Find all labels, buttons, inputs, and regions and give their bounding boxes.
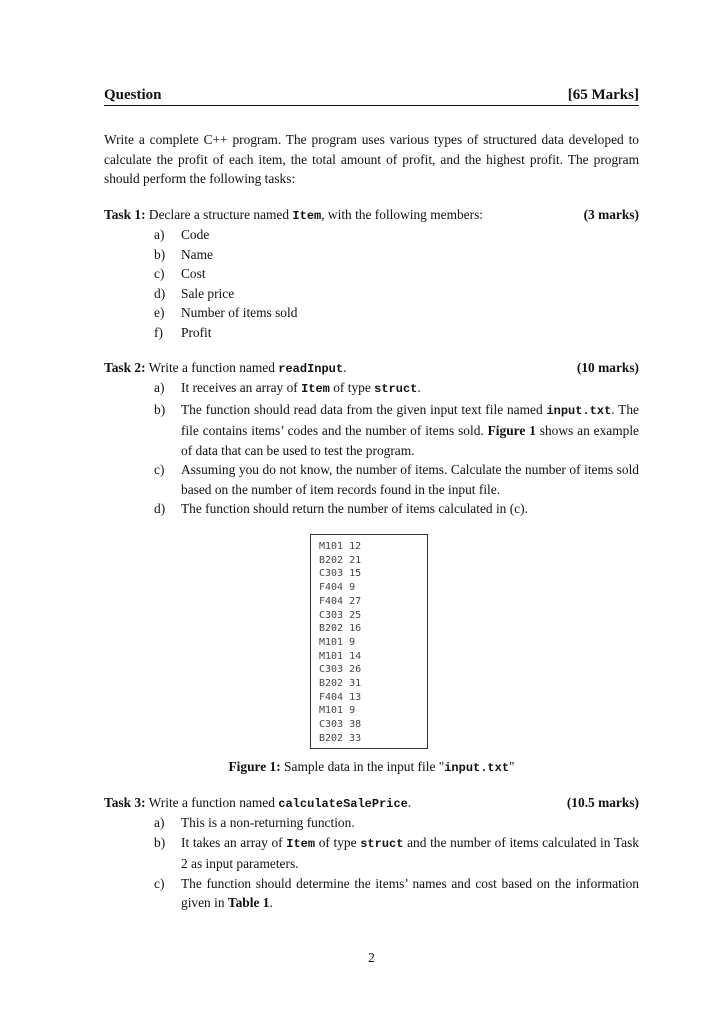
task2-label: Task 2: <box>104 360 146 375</box>
data-row: B202 21 <box>319 554 362 566</box>
item-text: The function should read data from the given input text file named <box>181 401 547 417</box>
item-letter: a) <box>154 380 165 395</box>
data-row: M101 9 <box>319 636 356 648</box>
item-text: Sale price <box>181 285 235 301</box>
item-text: Name <box>181 246 213 262</box>
item-text: . <box>417 380 421 395</box>
task1-text: Declare a structure named <box>145 207 293 222</box>
task1-label: Task 1: <box>104 207 146 222</box>
task1-code: Item <box>292 209 322 223</box>
item-text: and the number of items calculated in Task 2 as input parameters. <box>181 834 639 871</box>
item-letter: b) <box>154 246 166 262</box>
item-text: of type <box>329 380 375 395</box>
data-row: M101 14 <box>319 650 362 662</box>
data-row: F404 9 <box>319 582 356 594</box>
caption-filename: input.txt <box>444 761 510 775</box>
task2-text-end: . <box>343 360 347 375</box>
task1-marks: (3 marks) <box>583 207 639 222</box>
item-text: of type <box>315 834 361 850</box>
item-letter: b) <box>154 401 166 417</box>
item-text: Code <box>181 227 210 242</box>
figure1-data-box <box>310 534 428 749</box>
code-item: Item <box>286 836 316 851</box>
item-letter: c) <box>154 462 165 477</box>
intro-paragraph: Write a complete C++ program. The program uses various types of structured data developed to calculate the profit of each item, the total amount of profit, and the highest profit. The program should perform the following tasks: <box>104 132 639 186</box>
task3-list <box>154 813 639 913</box>
task3-marks: (10.5 marks) <box>566 795 639 810</box>
data-row: B202 33 <box>319 732 362 744</box>
table-reference: Table 1 <box>227 895 270 910</box>
task1-text-end: , with the following members: <box>321 207 484 222</box>
caption-end: " <box>509 759 515 774</box>
item-text: Number of items sold <box>181 305 298 320</box>
list-item <box>154 499 639 519</box>
item-letter: a) <box>154 815 165 830</box>
item-letter: c) <box>154 875 165 891</box>
item-letter: f) <box>154 324 163 340</box>
item-text: The function should determine the items’ names and cost based on the information given in <box>181 875 639 910</box>
item-letter: a) <box>154 227 165 242</box>
item-text: . <box>269 895 273 910</box>
data-row: M101 12 <box>319 541 362 552</box>
data-row: C303 38 <box>319 719 362 731</box>
item-letter: d) <box>154 285 166 301</box>
figure-reference: Figure 1 <box>487 423 536 438</box>
task2-text: Write a function named <box>145 360 279 375</box>
item-text: It takes an array of <box>181 834 287 850</box>
list-item <box>154 400 639 461</box>
item-letter: e) <box>154 305 165 320</box>
page-number: 2 <box>368 950 375 965</box>
code-item: Item <box>301 382 330 396</box>
item-text: Profit <box>181 324 212 340</box>
list-item <box>154 264 639 284</box>
task3-heading <box>104 793 639 815</box>
item-text: The function should return the number of items calculated in (c). <box>181 501 528 516</box>
item-text: Cost <box>181 266 206 281</box>
data-row: C303 26 <box>319 664 362 676</box>
list-item <box>154 813 639 833</box>
list-item <box>154 225 639 245</box>
task1-member-list <box>154 225 639 342</box>
question-marks: [65 Marks] <box>567 87 639 103</box>
item-text: . The file contains items’ codes and the number of items sold. <box>181 401 639 438</box>
code-filename: input.txt <box>546 403 612 418</box>
task2-heading <box>104 358 639 380</box>
item-letter: b) <box>154 834 166 850</box>
task1-heading <box>104 205 639 227</box>
task3-label: Task 3: <box>104 795 146 810</box>
list-item <box>154 833 639 874</box>
list-item <box>154 245 639 265</box>
item-text: shows an example of data that can be used to test the program. <box>181 423 639 458</box>
task3-text-end: . <box>407 795 412 810</box>
data-row: C303 15 <box>319 568 362 580</box>
item-text: Assuming you do not know, the number of items. Calculate the number of items sold based on the number of item records found in the input file. <box>181 462 639 497</box>
list-item <box>154 874 639 913</box>
list-item <box>154 460 639 499</box>
figure1-caption <box>104 757 639 778</box>
code-struct: struct <box>360 836 404 851</box>
task2-list <box>154 378 639 519</box>
question-title: Question <box>104 87 162 103</box>
item-text: It receives an array of <box>181 380 302 395</box>
data-row: F404 13 <box>319 691 362 703</box>
data-row: F404 27 <box>319 595 362 607</box>
task2-marks: (10 marks) <box>576 360 639 375</box>
item-text: This is a non-returning function. <box>181 815 355 830</box>
list-item <box>154 303 639 323</box>
task3-text: Write a function named <box>145 795 279 810</box>
list-item <box>154 284 639 304</box>
data-row: M101 9 <box>319 705 356 717</box>
task2-code: readInput <box>278 362 344 376</box>
data-row: C303 25 <box>319 609 362 621</box>
list-item <box>154 323 639 343</box>
item-letter: c) <box>154 266 165 281</box>
code-struct: struct <box>374 382 418 396</box>
task3-code: calculateSalePrice <box>278 797 408 811</box>
caption-label: Figure 1: <box>228 759 281 774</box>
caption-text: Sample data in the input file " <box>280 759 445 774</box>
data-row: B202 31 <box>319 678 362 690</box>
list-item <box>154 378 639 400</box>
question-header <box>104 87 639 106</box>
data-row: B202 16 <box>319 623 362 635</box>
item-letter: d) <box>154 501 166 516</box>
